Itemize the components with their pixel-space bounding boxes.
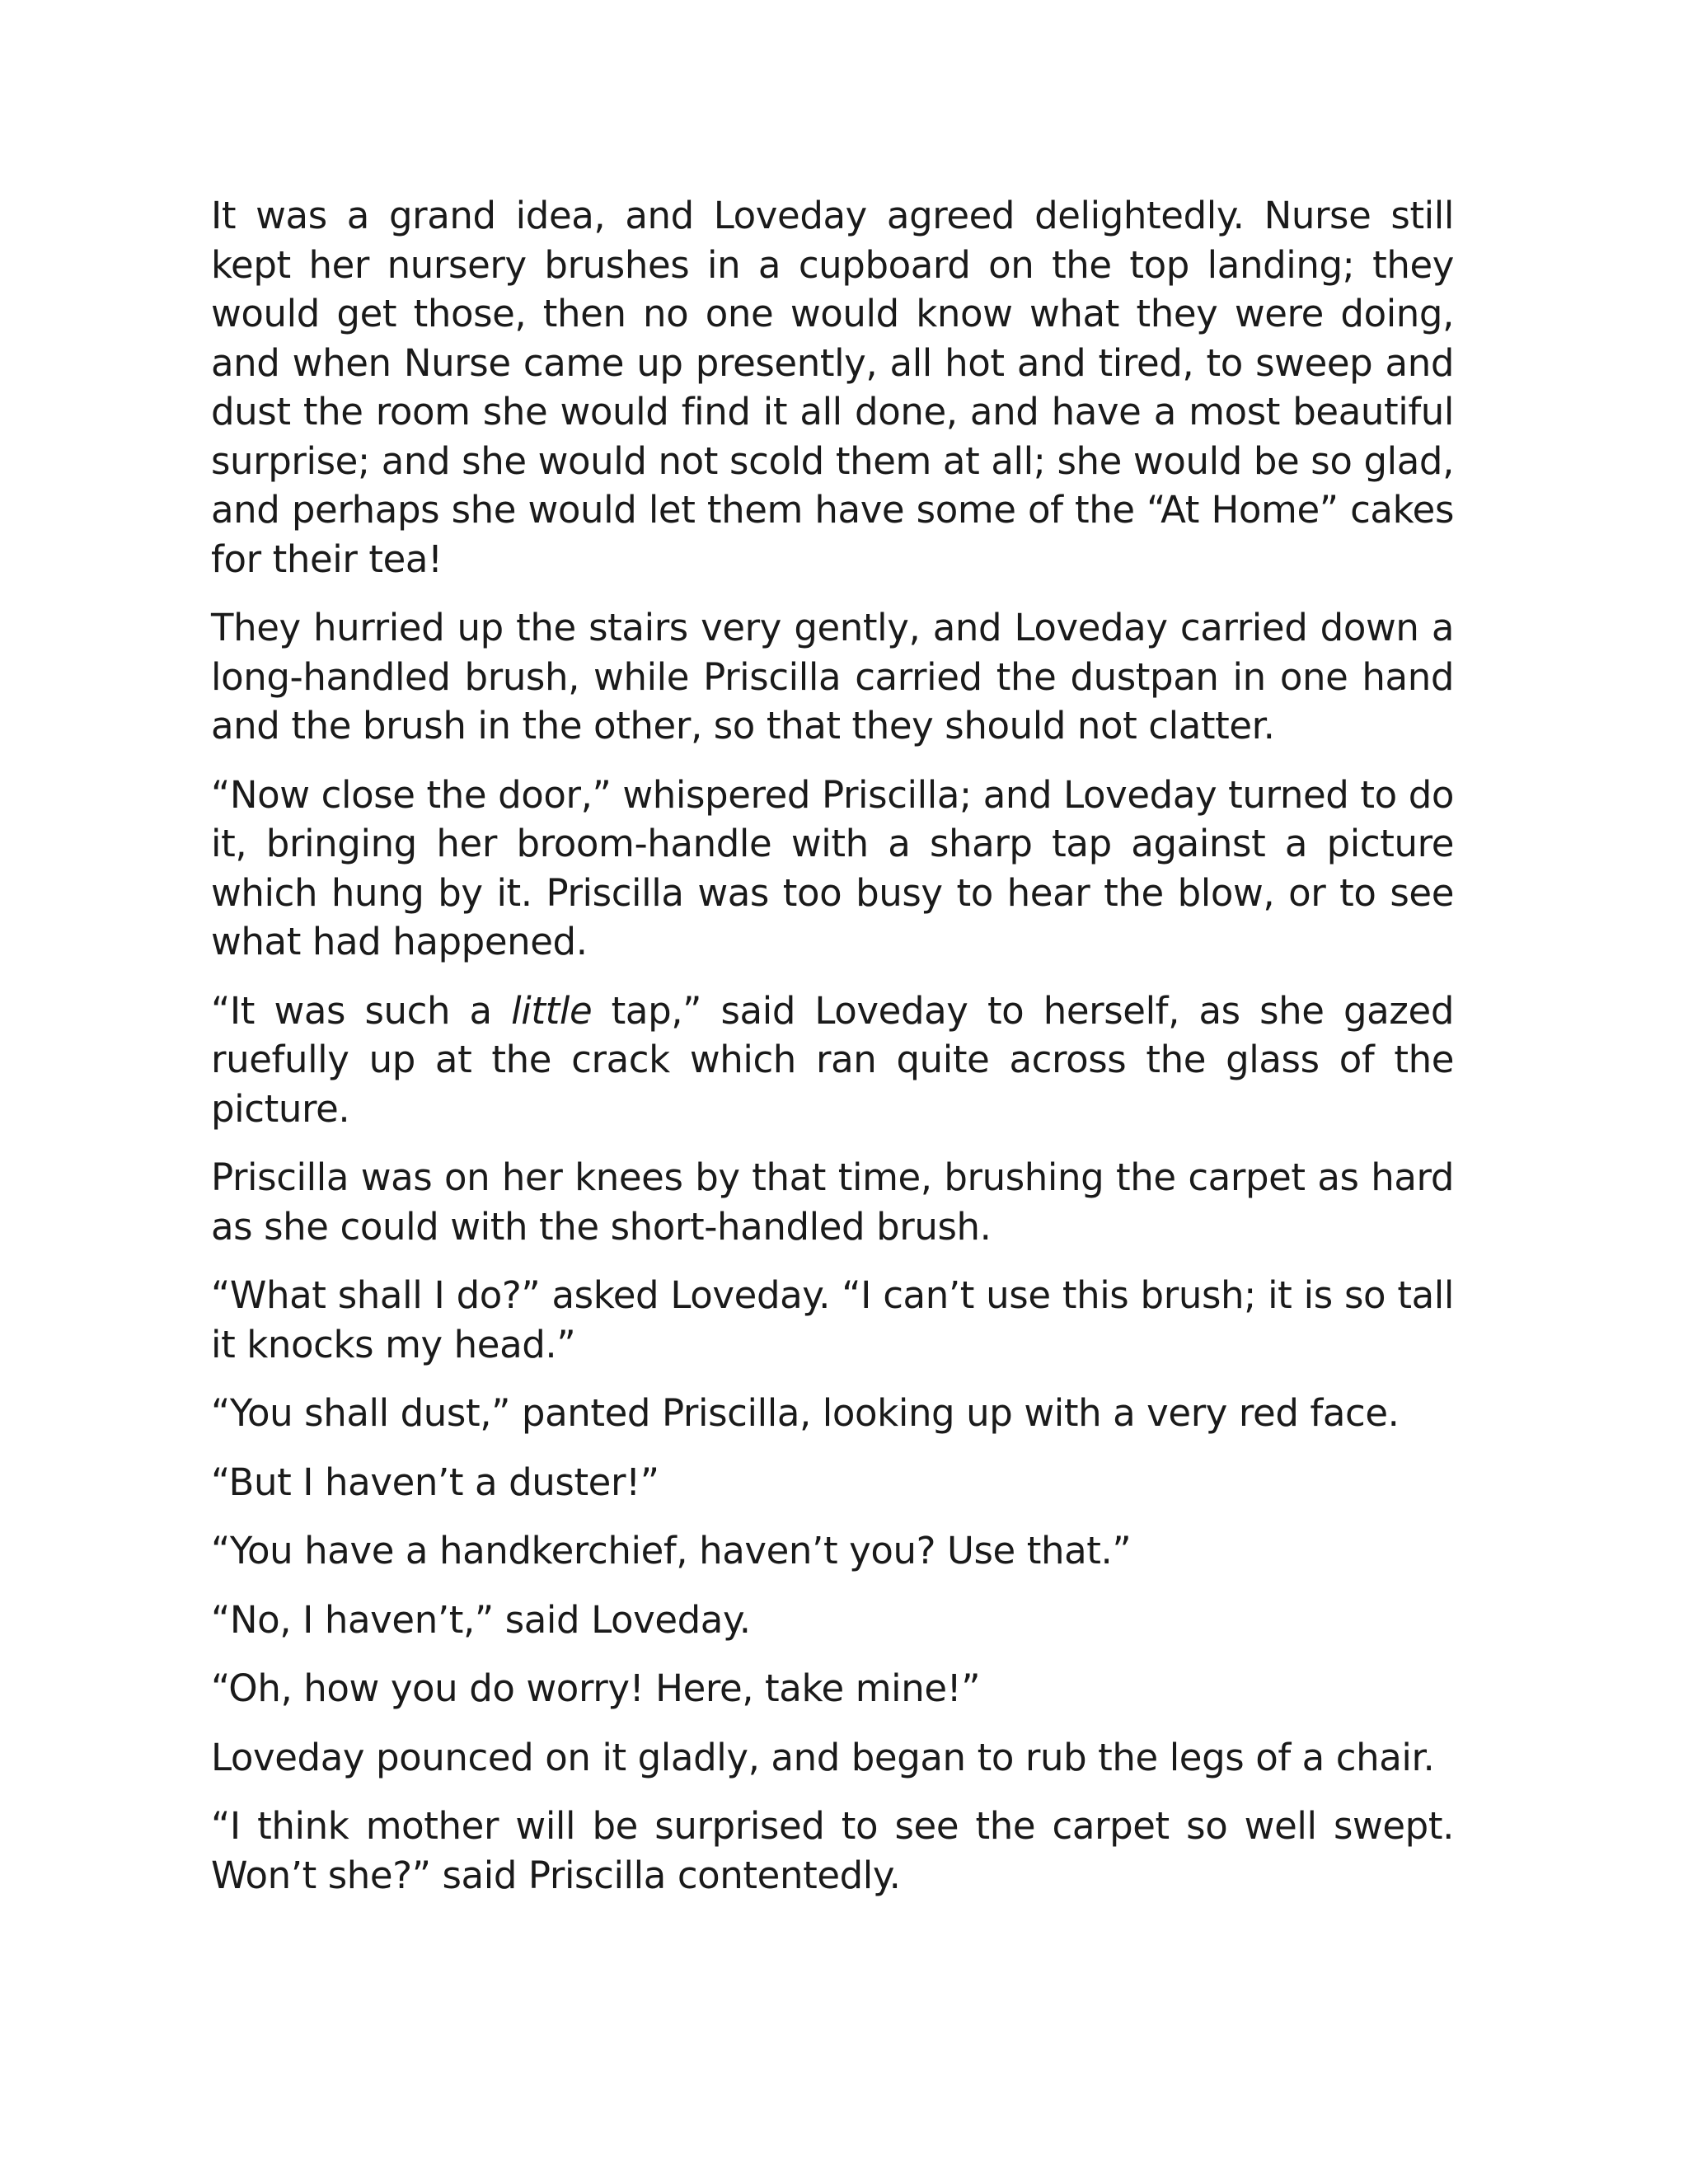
paragraph (211, 987, 1454, 1134)
paragraph: Priscilla was on her knees by that time, brushing the carpet as hard as she could with the short-handled brush. (211, 1155, 1454, 1249)
paragraph-text: “It was such a (211, 988, 512, 1033)
paragraph: “Oh, how you do worry! Here, take mine!” (211, 1666, 981, 1710)
paragraph: It was a grand idea, and Loveday agreed delightedly. Nurse still kept her nursery brushes in a cupboard on the top landing; they would get those, then no one would know what they were doing, and when Nurse came up presently, all hot and tired, to sweep and dust the room she would find it all done, and have a most beautiful surprise; and she would not scold them at all; she would be so glad, and perhaps she would let them have some of the “At Home” cakes for their tea! (211, 194, 1454, 581)
paragraph: “I think mother will be surprised to see the carpet so well swept. Won’t she?” said Priscilla contentedly. (211, 1804, 1454, 1897)
paragraph: “Now close the door,” whispered Priscilla; and Loveday turned to do it, bringing her broom-handle with a sharp tap against a picture which hung by it. Priscilla was too busy to hear the blow, or to see what had happened. (211, 772, 1454, 963)
paragraph: They hurried up the stairs very gently, and Loveday carried down a long-handled brush, while Priscilla carried the dustpan in one hand and the brush in the other, so that they should not clatter. (211, 606, 1454, 748)
paragraph: Loveday pounced on it gladly, and began to rub the legs of a chair. (211, 1735, 1435, 1779)
document-page (211, 191, 1454, 1919)
emphasis-text: little (511, 988, 593, 1033)
paragraph: “You shall dust,” panted Priscilla, looking up with a very red face. (211, 1391, 1400, 1435)
paragraph-text: tap,” said Loveday to herself, as she gazed ruefully up at the crack which ran quite across the glass of the picture. (211, 988, 1454, 1131)
paragraph: “But I haven’t a duster!” (211, 1460, 659, 1504)
paragraph: “You have a handkerchief, haven’t you? Use that.” (211, 1529, 1132, 1572)
paragraph: “No, I haven’t,” said Loveday. (211, 1597, 751, 1642)
paragraph: “What shall I do?” asked Loveday. “I can’t use this brush; it is so tall it knocks my head.” (211, 1273, 1454, 1366)
